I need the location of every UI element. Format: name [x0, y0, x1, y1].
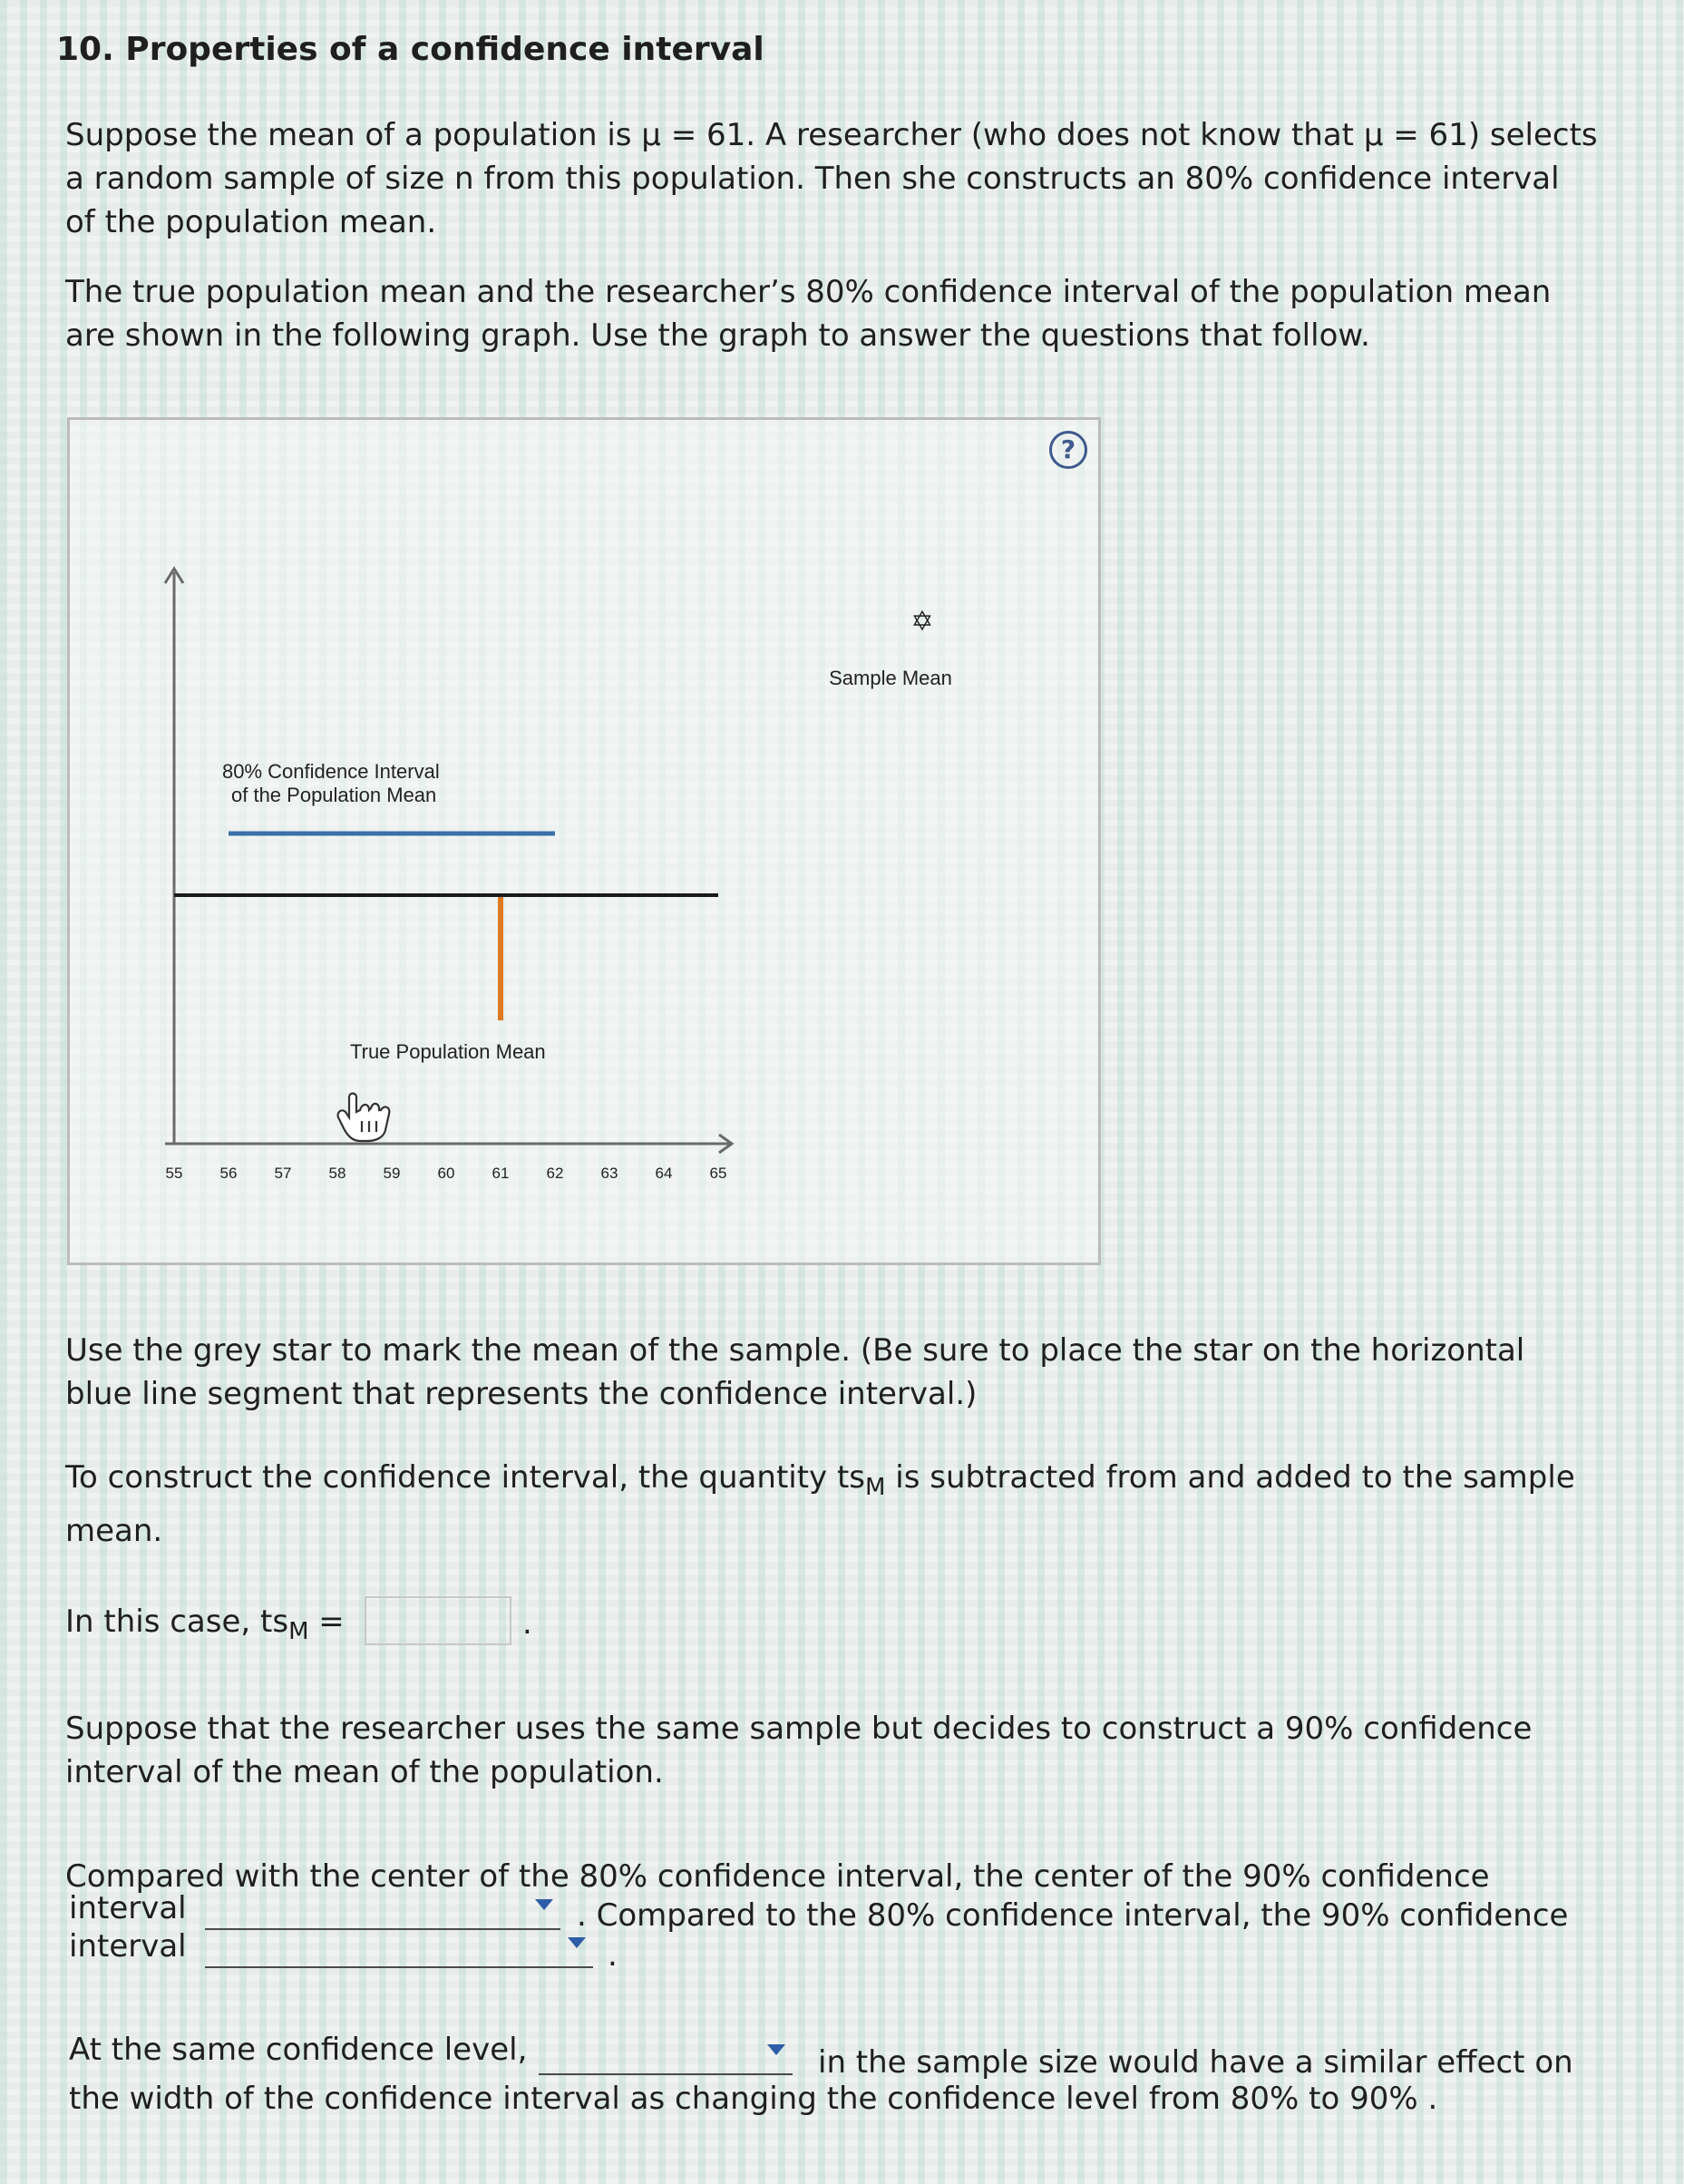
x-tick-label: 56 [219, 1165, 238, 1182]
x-tick-label: 58 [328, 1165, 346, 1182]
suppose-text: Suppose that the researcher uses the same sample but decides to construct a 90% confidence interval of the mean of the population. [65, 1711, 1533, 1790]
case-period: . [522, 1605, 532, 1642]
x-tick-label: 61 [492, 1165, 510, 1182]
construct-subscript: M [865, 1474, 886, 1501]
x-tick-label: 62 [546, 1165, 564, 1182]
star-instruction: Use the grey star to mark the mean of the sample. (Be sure to place the star on the horizontal blue line segment that represents the confidence interval.) [65, 1332, 1525, 1412]
same-level-line2: the width of the confidence interval as changing the confidence level from 80% to 90% . [69, 2081, 1438, 2117]
chevron-down-icon [535, 1899, 553, 1910]
star-icon[interactable]: ✡ [910, 607, 934, 637]
intro-paragraph-2: The true population mean and the researcher’s 80% confidence interval of the population mean are shown in the following graph. Use the graph to answer the questions that follow. [65, 274, 1552, 354]
x-tick-label: 60 [437, 1165, 455, 1182]
ci-label-line1: 80% Confidence Interval [222, 760, 440, 783]
tsm-answer-input[interactable] [365, 1596, 511, 1645]
ci-graph [70, 420, 1098, 1263]
compare-line1: Compared with the center of the 80% confidence interval, the center of the 90% confidence [65, 1858, 1490, 1895]
compare-interval-word2: interval [69, 1928, 187, 1965]
compare-interval-word: interval [69, 1890, 187, 1926]
graph-panel [67, 417, 1101, 1265]
center-dropdown[interactable] [205, 1888, 560, 1930]
help-icon[interactable]: ? [1049, 431, 1087, 469]
sample-mean-label: Sample Mean [829, 667, 952, 689]
case-pre: In this case, ts [65, 1604, 289, 1640]
sample-size-dropdown[interactable] [539, 2033, 793, 2075]
x-tick-label: 57 [274, 1165, 292, 1182]
same-level-pre: At the same confidence level, [69, 2032, 528, 2068]
compare-mid: . Compared to the 80% confidence interval, the 90% confidence [577, 1897, 1569, 1934]
intro-paragraph-1: Suppose the mean of a population is μ = 61. A researcher (who does not know that μ = 61) selects a random sample of size n from this population. Then she constructs an 80% confidence interval of the population mean. [65, 117, 1598, 240]
chevron-down-icon [568, 1937, 586, 1948]
x-tick-label: 64 [655, 1165, 673, 1182]
chevron-down-icon [767, 2044, 785, 2055]
ci-label-line2: of the Population Mean [231, 784, 437, 806]
construct-post: is subtracted from and added to the sample mean. [65, 1459, 1575, 1549]
case-subscript: M [288, 1618, 309, 1645]
case-eq: = [308, 1604, 345, 1640]
x-tick-labels [166, 1165, 727, 1182]
same-level-post: in the sample size would have a similar effect on [818, 2044, 1573, 2081]
compare-end: . [608, 1937, 618, 1974]
width-dropdown[interactable] [205, 1926, 593, 1968]
true-mean-label: True Population Mean [350, 1040, 546, 1063]
case-text [65, 1600, 345, 1653]
question-title: 10. Properties of a confidence interval [56, 31, 764, 68]
construct-text [65, 1456, 1598, 1553]
construct-pre: To construct the confidence interval, the quantity ts [65, 1459, 866, 1496]
x-tick-label: 63 [600, 1165, 618, 1182]
x-tick-label: 65 [709, 1165, 727, 1182]
x-tick-label: 55 [165, 1165, 183, 1182]
x-tick-label: 59 [383, 1165, 401, 1182]
hand-cursor-icon [338, 1094, 390, 1142]
